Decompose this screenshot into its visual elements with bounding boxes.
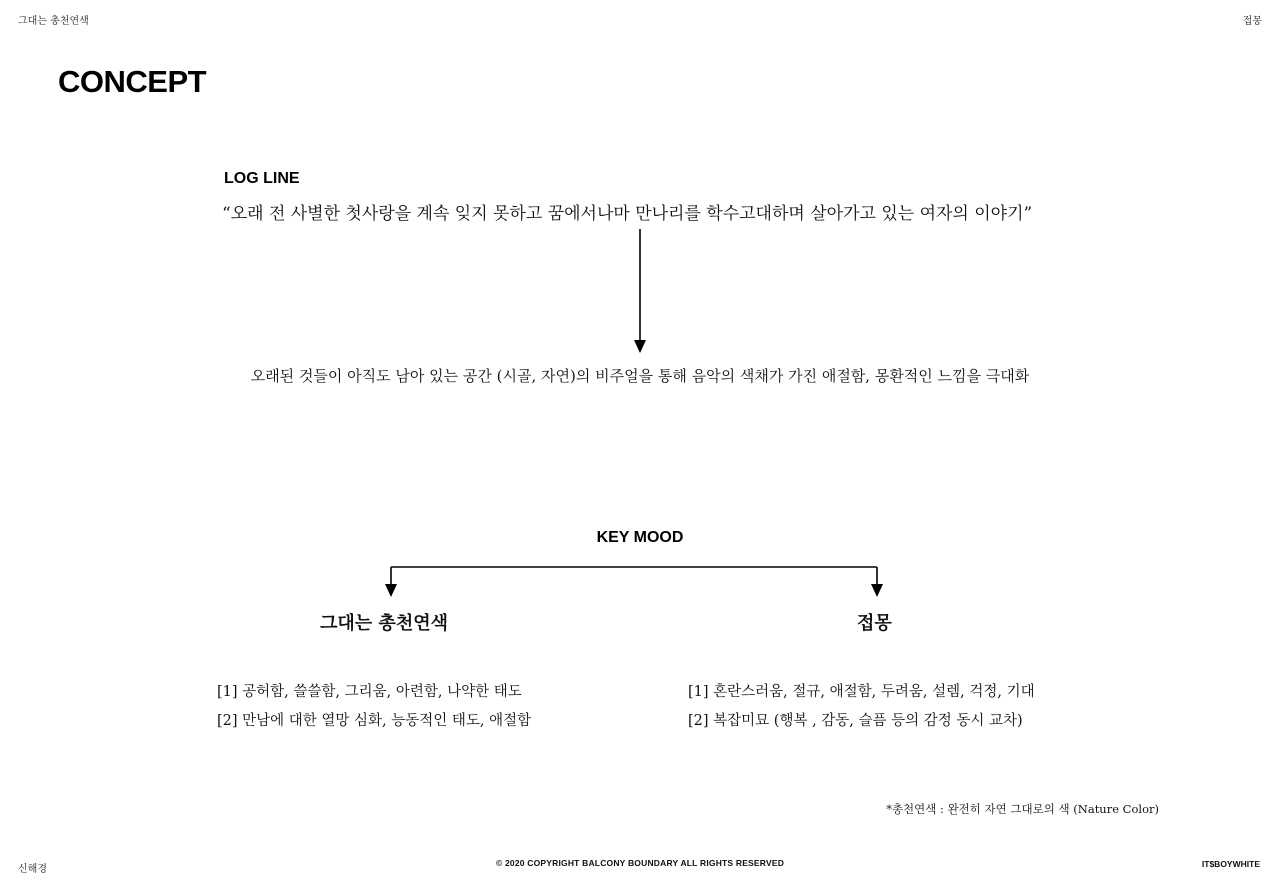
mood-right-heading: 접몽: [857, 613, 892, 634]
header-left-text: 그대는 총천연색: [18, 16, 89, 27]
mood-left-item: [2] 만남에 대한 열망 심화, 능동적인 태도, 애절함: [217, 713, 532, 729]
key-mood-label: KEY MOOD: [596, 529, 684, 546]
footer-brand-logo: IT$BOYWHITE: [1201, 859, 1260, 869]
footer-author: 신해경: [18, 864, 47, 875]
logline-quote: “오래 전 사별한 첫사랑을 계속 잊지 못하고 꿈에서나마 만나리를 학수고대하며 살아가고 있는 여자의 이야기”: [222, 204, 1033, 224]
footnote: *총천연색 : 완전히 자연 그대로의 색 (Nature Color): [886, 802, 1159, 816]
key-mood-branch-arrows: [385, 567, 883, 597]
logline-down-arrow: [634, 229, 646, 353]
page-title: CONCEPT: [58, 64, 207, 99]
logline-label: LOG LINE: [224, 170, 300, 187]
concept-statement: 오래된 것들이 아직도 남아 있는 공간 (시골, 자연)의 비주얼을 통해 음악의 색채가 가진 애절함, 몽환적인 느낌을 극대화: [250, 367, 1030, 385]
footer-copyright: © 2020 COPYRIGHT BALCONY BOUNDARY ALL RIGHTS RESERVED: [495, 858, 785, 868]
header-right-text: 접몽: [1242, 16, 1262, 27]
mood-left-item: [1] 공허함, 쓸쓸함, 그리움, 아련함, 나약한 태도: [217, 684, 522, 700]
mood-left-heading: 그대는 총천연색: [320, 613, 448, 634]
mood-right-item: [2] 복잡미묘 (행복 , 감동, 슬픔 등의 감정 동시 교차): [688, 713, 1023, 729]
mood-right-item: [1] 혼란스러움, 절규, 애절함, 두려움, 설렘, 걱정, 기대: [688, 684, 1035, 700]
